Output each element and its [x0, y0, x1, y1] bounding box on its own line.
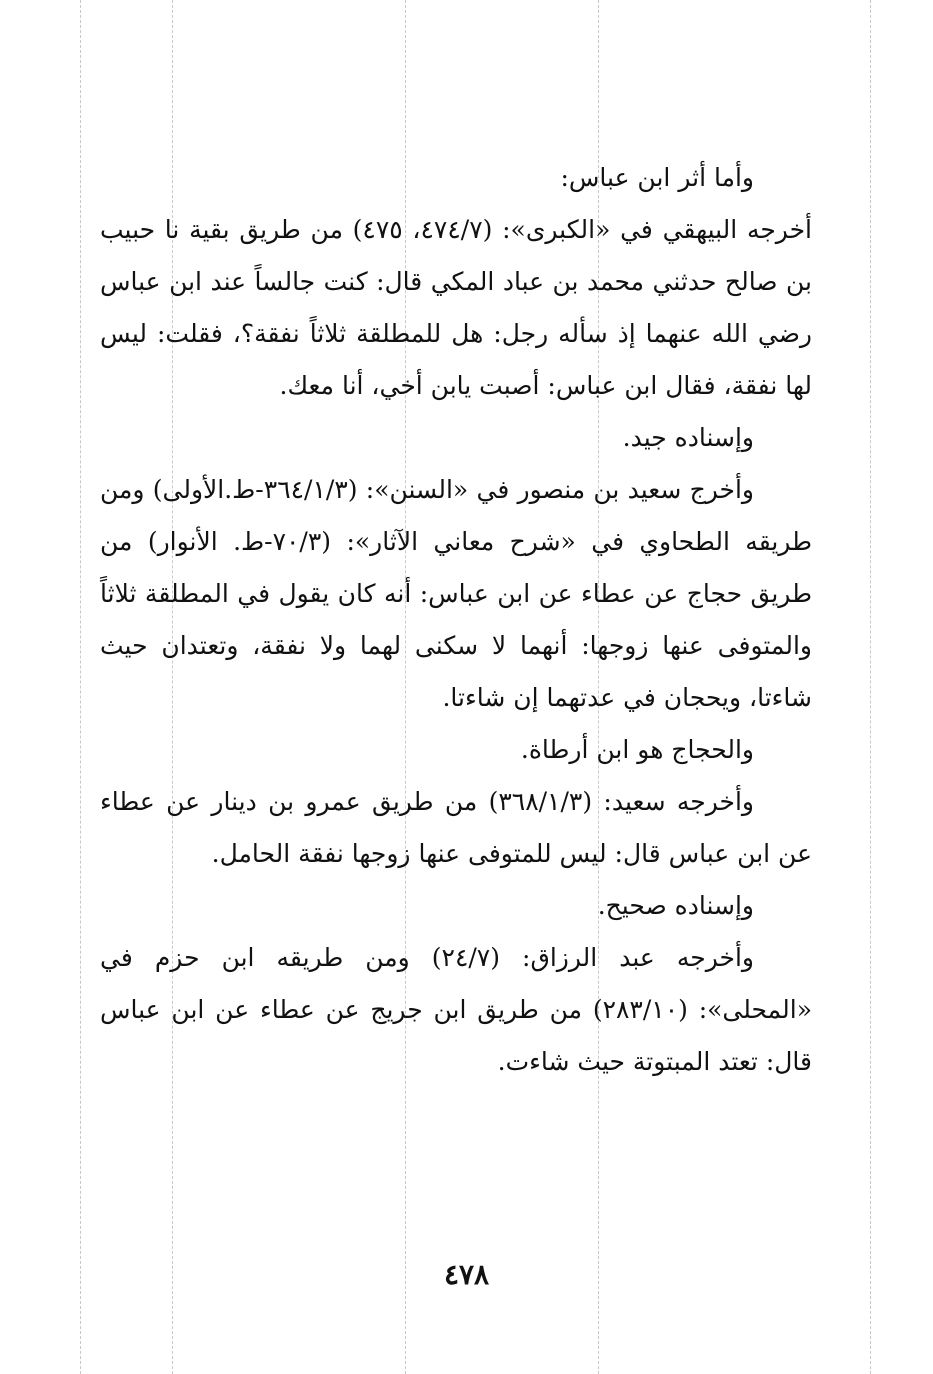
body-text	[100, 152, 812, 1088]
paragraph: وأما أثر ابن عباس:	[560, 163, 754, 192]
paragraph: أخرجه البيهقي في «الكبرى»: (٤٧٤/٧، ٤٧٥) من طريق بقية نا حبيب بن صالح حدثني محمد بن عباد المكي قال: كنت جالساً عند ابن عباس رضي الله عنهما إذ سأله رجل: هل للمطلقة ثلاثاً نفقة؟، فقلت: ليس لها نفقة، فقال ابن عباس: أصبت يابن أخي، أنا معك.	[100, 215, 812, 400]
paragraph: وإسناده صحيح.	[597, 891, 754, 920]
paragraph: والحجاج هو ابن أرطاة.	[520, 735, 754, 764]
scan-fold-line	[870, 0, 871, 1374]
paragraph: وإسناده جيد.	[622, 423, 754, 452]
page-number: ٤٧٨	[443, 1258, 490, 1291]
paragraph: وأخرجه عبد الرزاق: (٢٤/٧) ومن طريقه ابن حزم في «المحلى»: (٢٨٣/١٠) من طريق ابن جريج عن عطاء عن ابن عباس قال: تعتد المبتوتة حيث شاءت.	[100, 943, 812, 1076]
paragraph: وأخرجه سعيد: (٣٦٨/١/٣) من طريق عمرو بن دينار عن عطاء عن ابن عباس قال: ليس للمتوفى عنها زوجها نفقة الحامل.	[100, 787, 812, 868]
scan-fold-line	[80, 0, 81, 1374]
paragraph: وأخرج سعيد بن منصور في «السنن»: (٣٦٤/١/٣-ط.الأولى) ومن طريقه الطحاوي في «شرح معاني الآثار»: (٧٠/٣-ط. الأنوار) من طريق حجاج عن عطاء عن ابن عباس: أنه كان يقول في المطلقة ثلاثاً والمتوفى عنها زوجها: أنهما لا سكنى لهما ولا نفقة، وتعتدان حيث شاءتا، ويحجان في عدتهما إن شاءتا.	[100, 475, 812, 712]
